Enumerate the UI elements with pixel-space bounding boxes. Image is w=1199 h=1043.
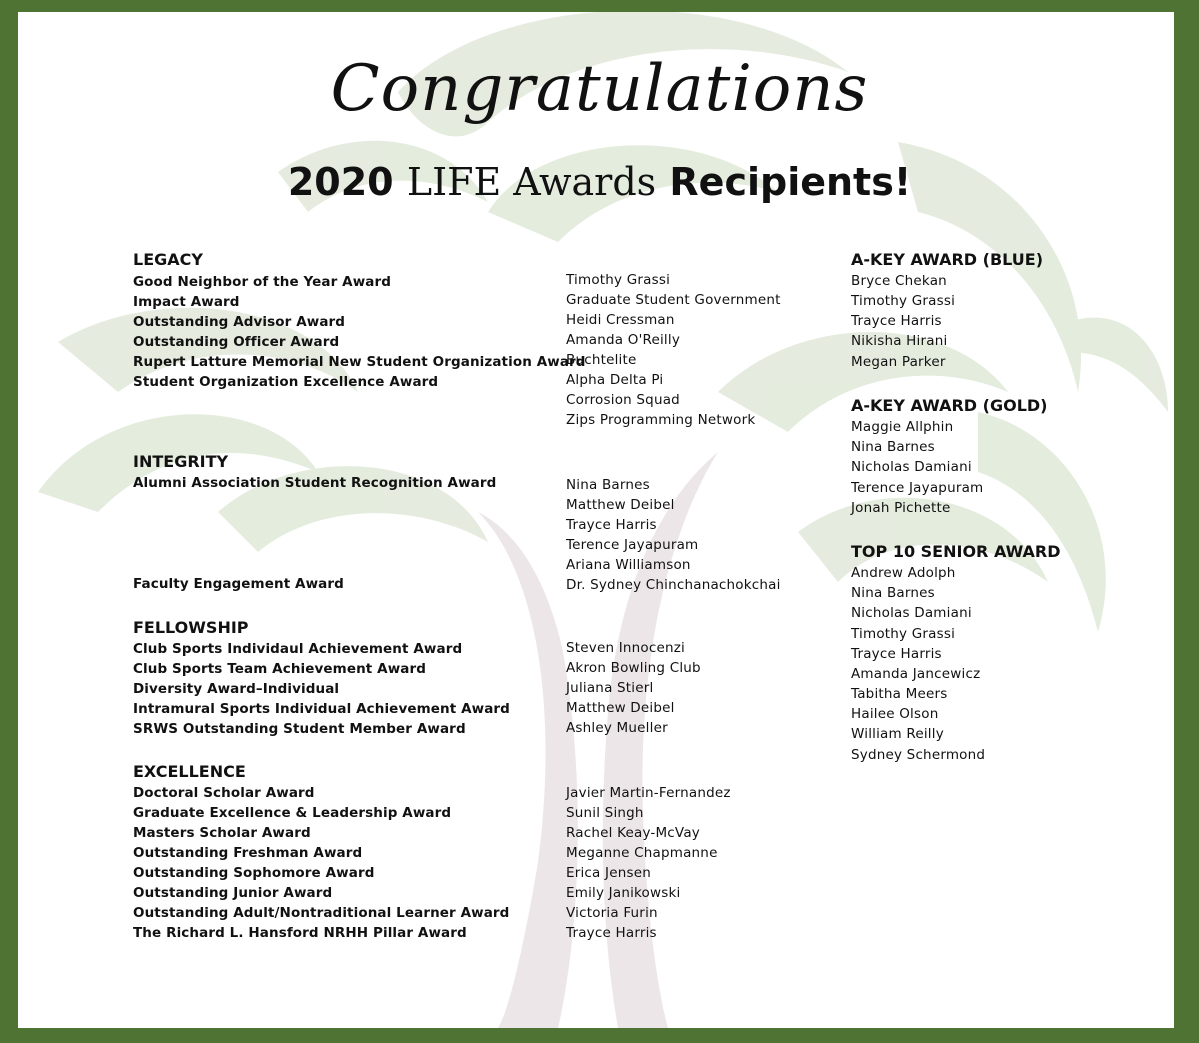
recipient-name: Hailee Olson [851,706,939,722]
recipient-name: Corrosion Squad [566,392,680,408]
section-heading-legacy: LEGACY [133,250,203,269]
recipient-name: Timothy Grassi [851,626,956,642]
section-heading-integrity: INTEGRITY [133,452,229,471]
recipient-name: Akron Bowling Club [566,660,701,676]
award-name: Outstanding Officer Award [133,334,340,350]
recipient-name: Nikisha Hirani [851,333,948,349]
recipient-name: Trayce Harris [851,646,942,662]
award-name: Masters Scholar Award [133,825,311,841]
recipient-name: Nina Barnes [851,585,935,601]
award-name: Outstanding Freshman Award [133,845,363,861]
recipient-name: Emily Janikowski [566,885,681,901]
recipient-name: Ashley Mueller [566,720,668,736]
subtitle-recipients: Recipients! [669,160,912,204]
recipient-name: Amanda O'Reilly [566,332,681,348]
recipient-name: Alpha Delta Pi [566,372,664,388]
recipient-name: Amanda Jancewicz [851,666,981,682]
award-name: Diversity Award–Individual [133,681,340,697]
award-name: Intramural Sports Individual Achievement Award [133,701,510,717]
subtitle-life-awards: LIFE Awards [406,160,657,204]
recipient-name: Matthew Deibel [566,497,675,513]
recipient-name: Timothy Grassi [566,272,671,288]
section-heading-top10: TOP 10 SENIOR AWARD [851,542,1061,561]
recipient-name: Meganne Chapmanne [566,845,718,861]
award-name: Graduate Excellence & Leadership Award [133,805,452,821]
recipient-name: Trayce Harris [566,517,657,533]
recipient-name: Jonah Pichette [851,500,951,516]
recipient-name: Andrew Adolph [851,565,956,581]
recipient-name: Nina Barnes [566,477,650,493]
award-name: Faculty Engagement Award [133,576,344,592]
award-name: Rupert Latture Memorial New Student Organization Award [133,354,586,370]
award-name: Outstanding Advisor Award [133,314,346,330]
recipient-name: Terence Jayapuram [851,480,984,496]
recipient-name: Tabitha Meers [851,686,948,702]
award-name: The Richard L. Hansford NRHH Pillar Award [133,925,467,941]
recipient-name: Bryce Chekan [851,273,947,289]
award-name: Good Neighbor of the Year Award [133,274,392,290]
recipient-name: Erica Jensen [566,865,651,881]
section-heading-excellence: EXCELLENCE [133,762,246,781]
recipient-name: Heidi Cressman [566,312,675,328]
recipient-name: Zips Programming Network [566,412,756,428]
recipient-name: Graduate Student Government [566,292,781,308]
recipient-name: Javier Martin-Fernandez [566,785,731,801]
award-name: Impact Award [133,294,240,310]
recipient-name: Juliana Stierl [566,680,654,696]
recipient-name: Terence Jayapuram [566,537,699,553]
recipient-name: Victoria Furin [566,905,658,921]
recipient-name: Trayce Harris [566,925,657,941]
recipient-name: Steven Innocenzi [566,640,685,656]
recipient-name: Buchtelite [566,352,637,368]
recipient-name: William Reilly [851,726,944,742]
recipient-name: Nicholas Damiani [851,459,972,475]
award-name: Club Sports Team Achievement Award [133,661,427,677]
recipient-name: Nina Barnes [851,439,935,455]
congratulations-title: Congratulations [330,52,869,126]
award-name: Alumni Association Student Recognition Award [133,475,497,491]
subtitle-year: 2020 [287,160,394,204]
subtitle [18,160,1174,204]
award-name: Doctoral Scholar Award [133,785,315,801]
recipient-name: Sydney Schermond [851,747,986,763]
recipient-name: Rachel Keay-McVay [566,825,700,841]
recipient-name: Timothy Grassi [851,293,956,309]
recipient-name: Dr. Sydney Chinchanachokchai [566,577,781,593]
award-name: Outstanding Adult/Nontraditional Learner Award [133,905,510,921]
recipient-name: Trayce Harris [851,313,942,329]
section-heading-akey-blue: A-KEY AWARD (BLUE) [851,250,1044,269]
award-name: Student Organization Excellence Award [133,374,439,390]
award-name: Outstanding Junior Award [133,885,333,901]
award-name: SRWS Outstanding Student Member Award [133,721,466,737]
award-name: Club Sports Individaul Achievement Award [133,641,463,657]
recipient-name: Matthew Deibel [566,700,675,716]
recipient-name: Ariana Williamson [566,557,691,573]
recipient-name: Maggie Allphin [851,419,954,435]
section-heading-akey-gold: A-KEY AWARD (GOLD) [851,396,1048,415]
section-heading-fellowship: FELLOWSHIP [133,618,249,637]
award-poster [18,12,1174,1028]
award-name: Outstanding Sophomore Award [133,865,375,881]
recipient-name: Megan Parker [851,354,946,370]
recipient-name: Nicholas Damiani [851,605,972,621]
recipient-name: Sunil Singh [566,805,644,821]
